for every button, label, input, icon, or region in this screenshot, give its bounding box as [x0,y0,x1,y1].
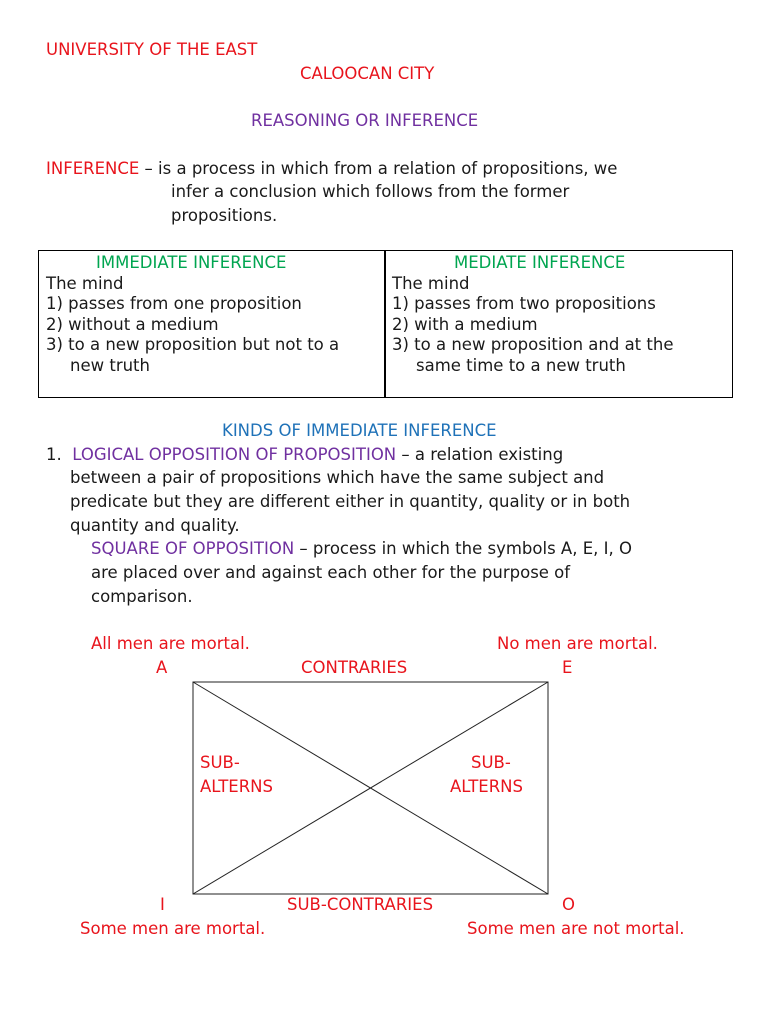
definition-term: INFERENCE [46,159,140,178]
right-subalterns-label: ALTERNS [450,777,523,796]
mediate-line: 3) to a new proposition and at the [392,335,674,354]
square-text: – process in which the symbols A, E, I, O [294,539,632,558]
square-line: are placed over and against each other for the purpose of [91,563,571,582]
item-number: 1. [46,445,62,464]
topic-title: REASONING OR INFERENCE [251,111,479,130]
left-subalterns-label: ALTERNS [200,777,273,796]
square-term: SQUARE OF OPPOSITION [91,539,295,558]
definition-line-3: propositions. [171,206,278,225]
item-text: – a relation existing [396,445,564,464]
statement-o: Some men are not mortal. [467,919,685,938]
right-subalterns-label: SUB- [471,753,511,772]
immediate-heading: IMMEDIATE INFERENCE [96,253,287,272]
corner-a-label: A [156,658,168,677]
mediate-line: 1) passes from two propositions [392,294,656,313]
subcontraries-label: SUB-CONTRARIES [287,895,434,914]
mediate-line: The mind [392,274,470,293]
corner-o-label: O [562,895,575,914]
city-title: CALOOCAN CITY [300,64,435,83]
immediate-line: 2) without a medium [46,315,219,334]
kinds-heading: KINDS OF IMMEDIATE INFERENCE [222,421,497,440]
immediate-line: The mind [46,274,124,293]
immediate-line: 1) passes from one proposition [46,294,302,313]
mediate-heading: MEDIATE INFERENCE [454,253,626,272]
statement-e: No men are mortal. [497,634,658,653]
mediate-line: same time to a new truth [416,356,626,375]
immediate-line: 3) to a new proposition but not to a [46,335,340,354]
contraries-label: CONTRARIES [301,658,408,677]
mediate-line: 2) with a medium [392,315,538,334]
definition-text: – is a process in which from a relation of propositions, we [139,159,618,178]
kinds-item-line: between a pair of propositions which have the same subject and [70,468,605,487]
square-line: comparison. [91,587,193,606]
immediate-line: new truth [70,356,150,375]
kinds-item-line: predicate but they are different either in quantity, quality or in both [70,492,631,511]
item-term: LOGICAL OPPOSITION OF PROPOSITION [72,445,397,464]
university-title: UNIVERSITY OF THE EAST [46,40,258,59]
left-subalterns-label: SUB- [200,753,240,772]
statement-a: All men are mortal. [91,634,250,653]
statement-i: Some men are mortal. [80,919,266,938]
kinds-item-line: quantity and quality. [70,516,240,535]
definition-line-2: infer a conclusion which follows from the former [171,182,570,201]
corner-i-label: I [160,895,165,914]
corner-e-label: E [562,658,573,677]
